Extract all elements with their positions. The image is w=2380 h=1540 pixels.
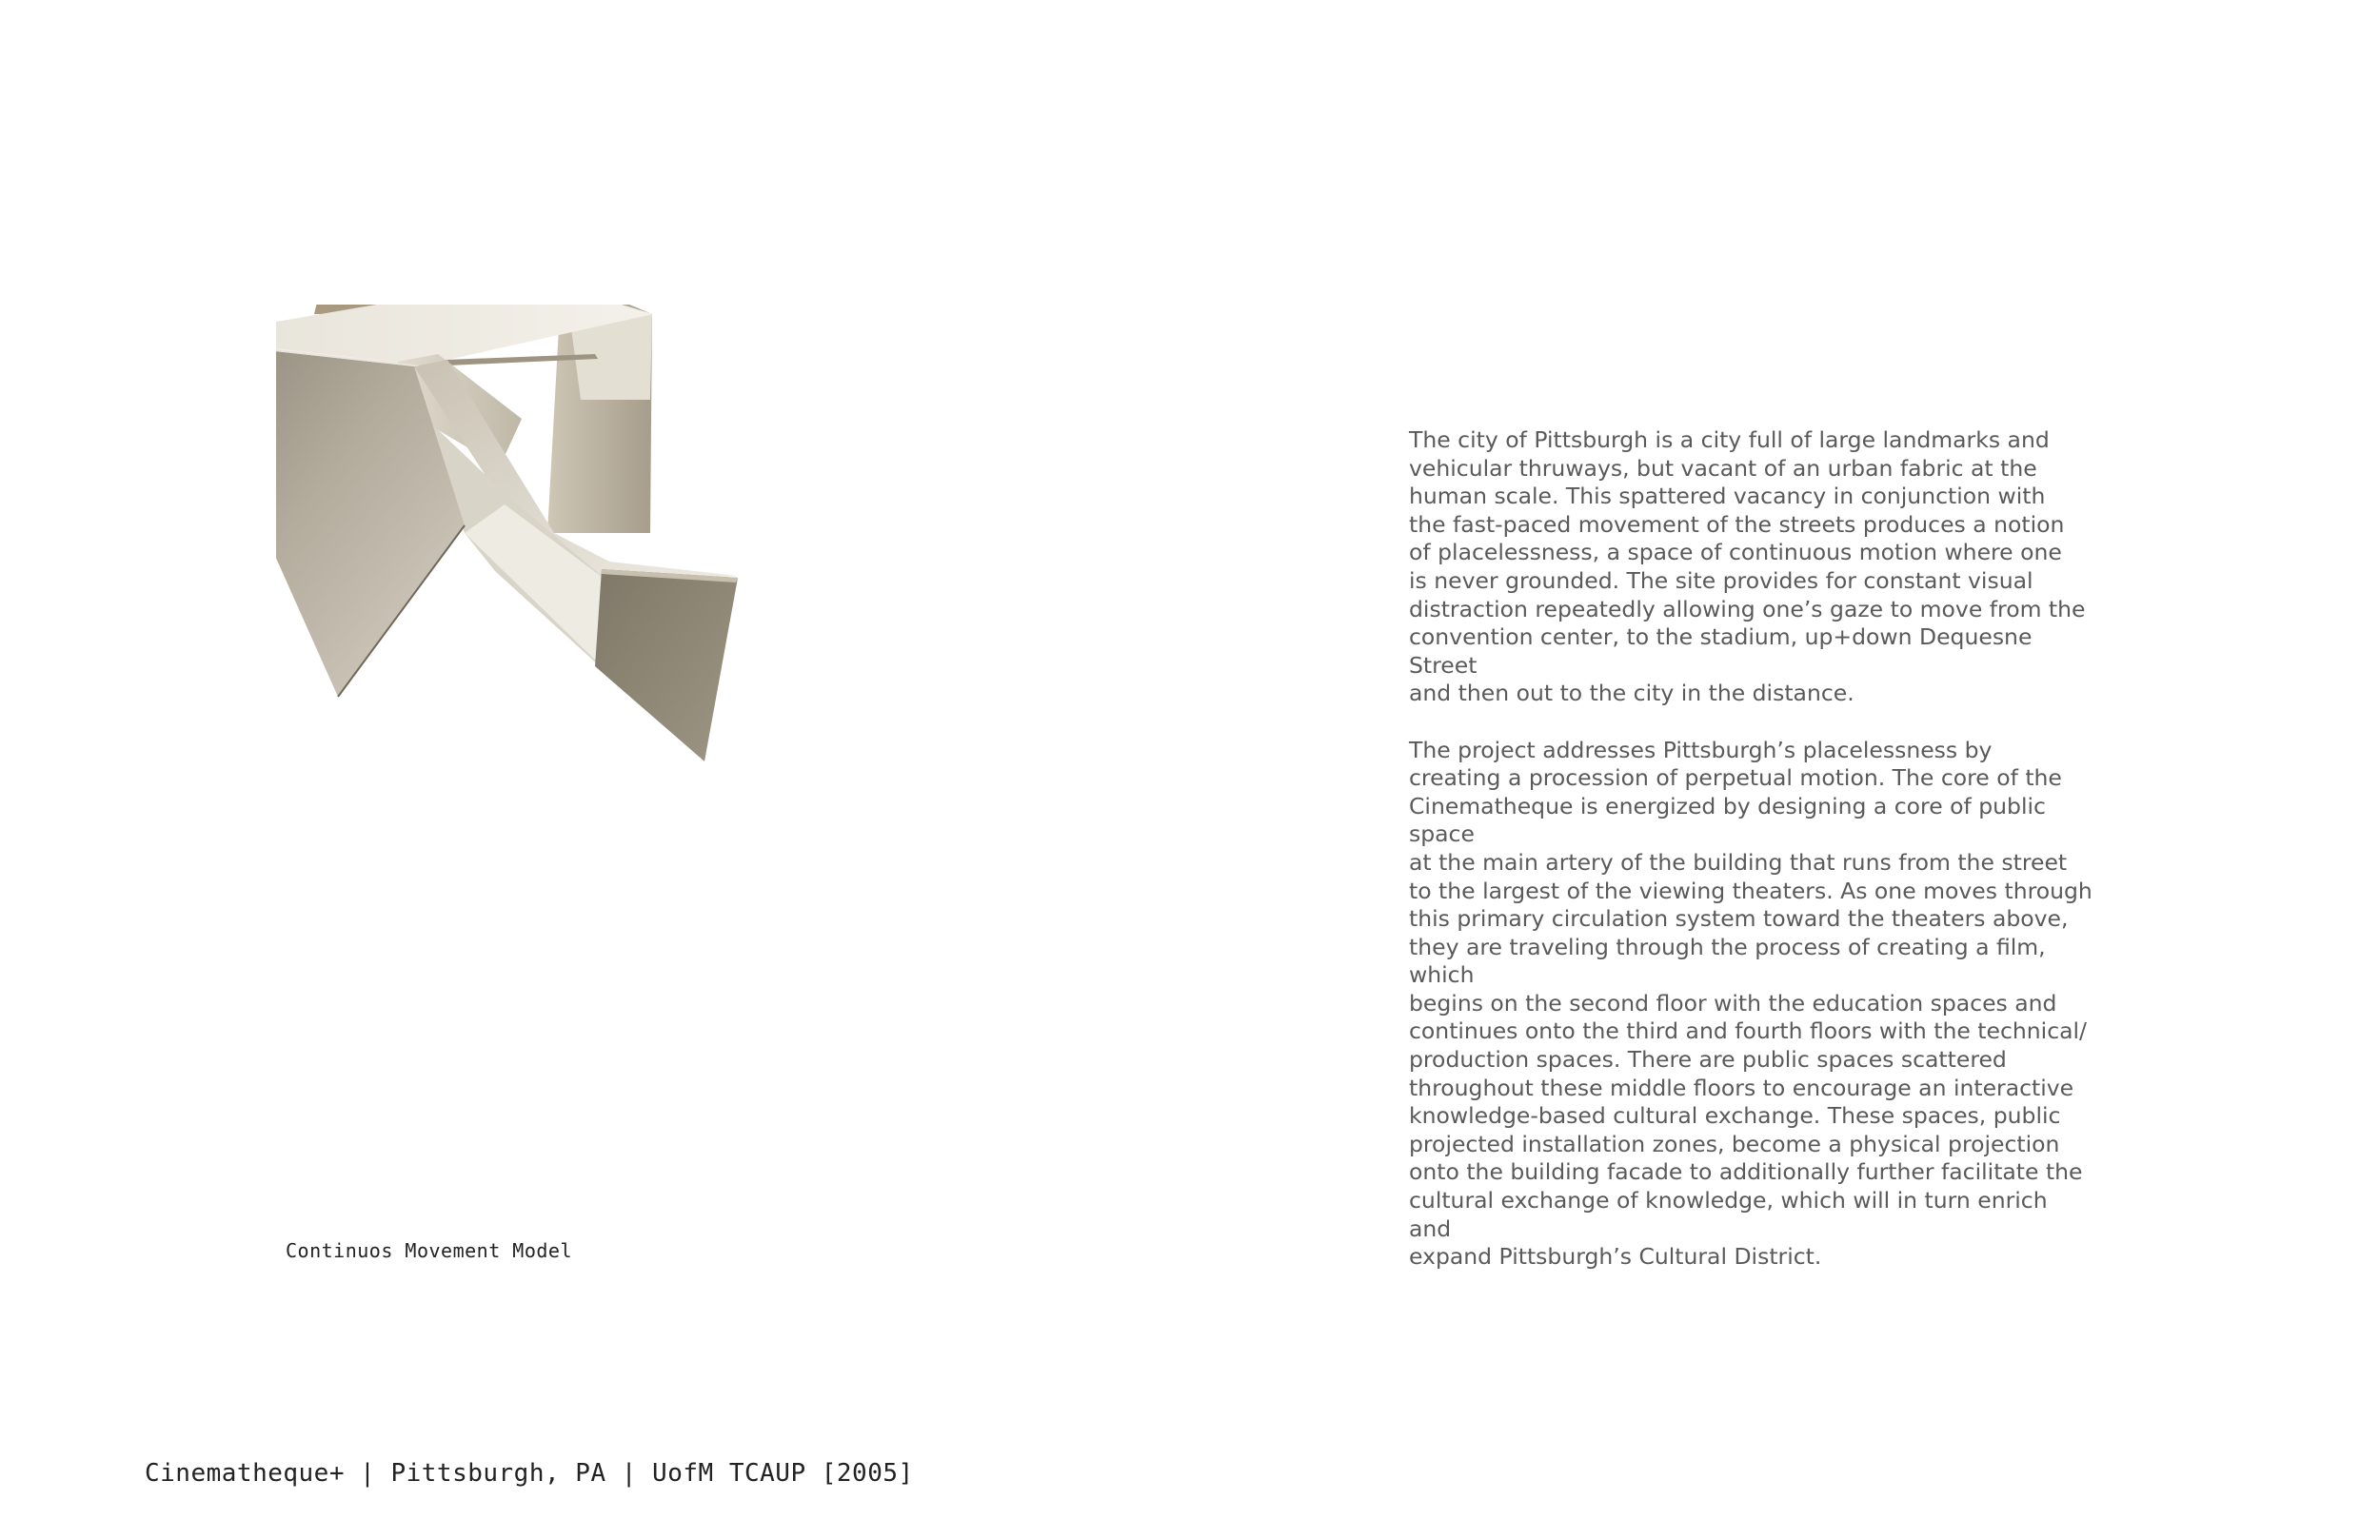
figure-caption: Continuos Movement Model bbox=[286, 1239, 572, 1262]
right-tall-wall bbox=[547, 305, 652, 533]
paragraph-project-description: The project addresses Pittsburgh’s placelessness by creating a procession of perpetual motion. The core of the Cinematheque is energized by designing a core of public space at the main artery of the building that runs from the street to the largest of the viewing theaters. As one moves through this primary circulation system toward the theaters above, they are traveling through the process of creating a film, which begins on the second floor with the education spaces and continues onto the third and fourth floors with the technical/ production spaces. There are public spaces scattered throughout these middle floors to encourage an interactive knowledge-based cultural exchange. These spaces, public projected installation zones, become a physical projection onto the building facade to additionally further facilitate the cultural exchange of knowledge, which will in turn enrich and expand Pittsburgh’s Cultural District. bbox=[1409, 736, 2092, 1271]
page-footer: Cinematheque+ | Pittsburgh, PA | UofM TCAUP [2005] bbox=[145, 1459, 914, 1488]
body-text bbox=[1409, 426, 2094, 1299]
paragraph-site-description: The city of Pittsburgh is a city full of large landmarks and vehicular thruways, but vacant of an urban fabric at the human scale. This spattered vacancy in conjunction with the fast-paced movement of the streets produces a notion of placelessness, a space of continuous motion where one is never grounded. The site provides for constant visual distraction repeatedly allowing one’s gaze to move from the convention center, to the stadium, up+down Dequesne Street and then out to the city in the distance. bbox=[1409, 426, 2086, 707]
model-photo bbox=[276, 305, 1209, 1237]
end-face bbox=[595, 569, 738, 761]
